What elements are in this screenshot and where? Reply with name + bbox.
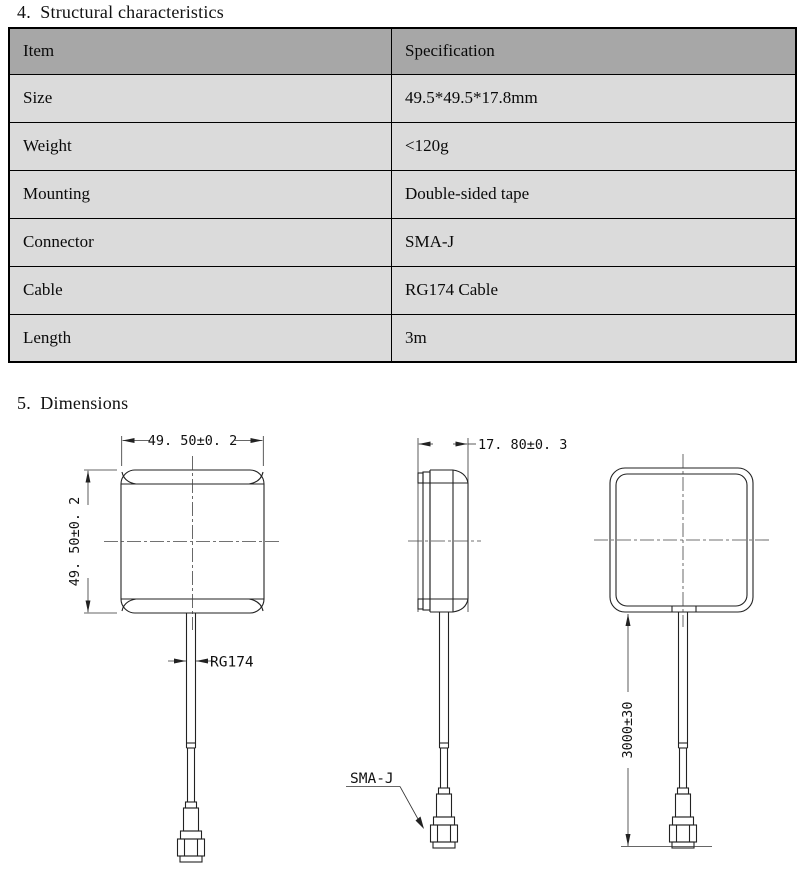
table-cell: Cable bbox=[9, 266, 392, 314]
table-cell: Size bbox=[9, 74, 392, 122]
sma-connector bbox=[670, 788, 697, 848]
table-cell: 3m bbox=[392, 314, 797, 362]
cable-type-callout bbox=[168, 655, 254, 671]
connector-type-callout bbox=[346, 771, 424, 829]
table-header-row bbox=[9, 28, 796, 74]
section-heading-structural: 4. Structural characteristics bbox=[17, 2, 224, 22]
table-row bbox=[9, 314, 796, 362]
table-cell: Weight bbox=[9, 122, 392, 170]
table-header-item: Item bbox=[9, 28, 392, 74]
table-row bbox=[9, 170, 796, 218]
dimensions-drawing bbox=[0, 430, 806, 889]
connector-type-label: SMA-J bbox=[350, 771, 394, 787]
sma-connector bbox=[178, 802, 205, 862]
front-cable bbox=[187, 613, 196, 802]
rear-cable bbox=[679, 612, 688, 788]
table-cell: Connector bbox=[9, 218, 392, 266]
cable-type-label: RG174 bbox=[210, 654, 254, 671]
corner-arc bbox=[122, 472, 136, 484]
table-row bbox=[9, 74, 796, 122]
side-cable bbox=[440, 612, 449, 788]
cable-length-label: 3000±30 bbox=[620, 701, 636, 759]
side-view bbox=[346, 437, 567, 848]
dimension-side-thickness bbox=[419, 437, 568, 453]
front-view bbox=[67, 433, 281, 862]
spec-table bbox=[8, 27, 797, 363]
table-cell: RG174 Cable bbox=[392, 266, 797, 314]
table-row bbox=[9, 218, 796, 266]
sma-connector bbox=[431, 788, 458, 848]
front-width-label: 49. 50±0. 2 bbox=[147, 433, 238, 449]
table-header-specification: Specification bbox=[392, 28, 797, 74]
corner-arc bbox=[249, 472, 263, 484]
table-row bbox=[9, 122, 796, 170]
corner-arc bbox=[122, 599, 136, 611]
table-cell: <120g bbox=[392, 122, 797, 170]
leader-arrowhead bbox=[416, 817, 425, 830]
corner-arc bbox=[249, 599, 263, 611]
table-cell: 49.5*49.5*17.8mm bbox=[392, 74, 797, 122]
front-height-label: 49. 50±0. 2 bbox=[67, 496, 83, 587]
side-thickness-label: 17. 80±0. 3 bbox=[478, 437, 568, 453]
section-heading-dimensions: 5. Dimensions bbox=[17, 393, 129, 413]
dome-arc bbox=[453, 599, 468, 612]
table-cell: Length bbox=[9, 314, 392, 362]
table-cell: Mounting bbox=[9, 170, 392, 218]
rear-view bbox=[594, 454, 769, 848]
table-cell: Double-sided tape bbox=[392, 170, 797, 218]
table-row bbox=[9, 266, 796, 314]
dome-arc bbox=[453, 470, 468, 483]
table-cell: SMA-J bbox=[392, 218, 797, 266]
dimension-cable-length bbox=[620, 614, 712, 847]
